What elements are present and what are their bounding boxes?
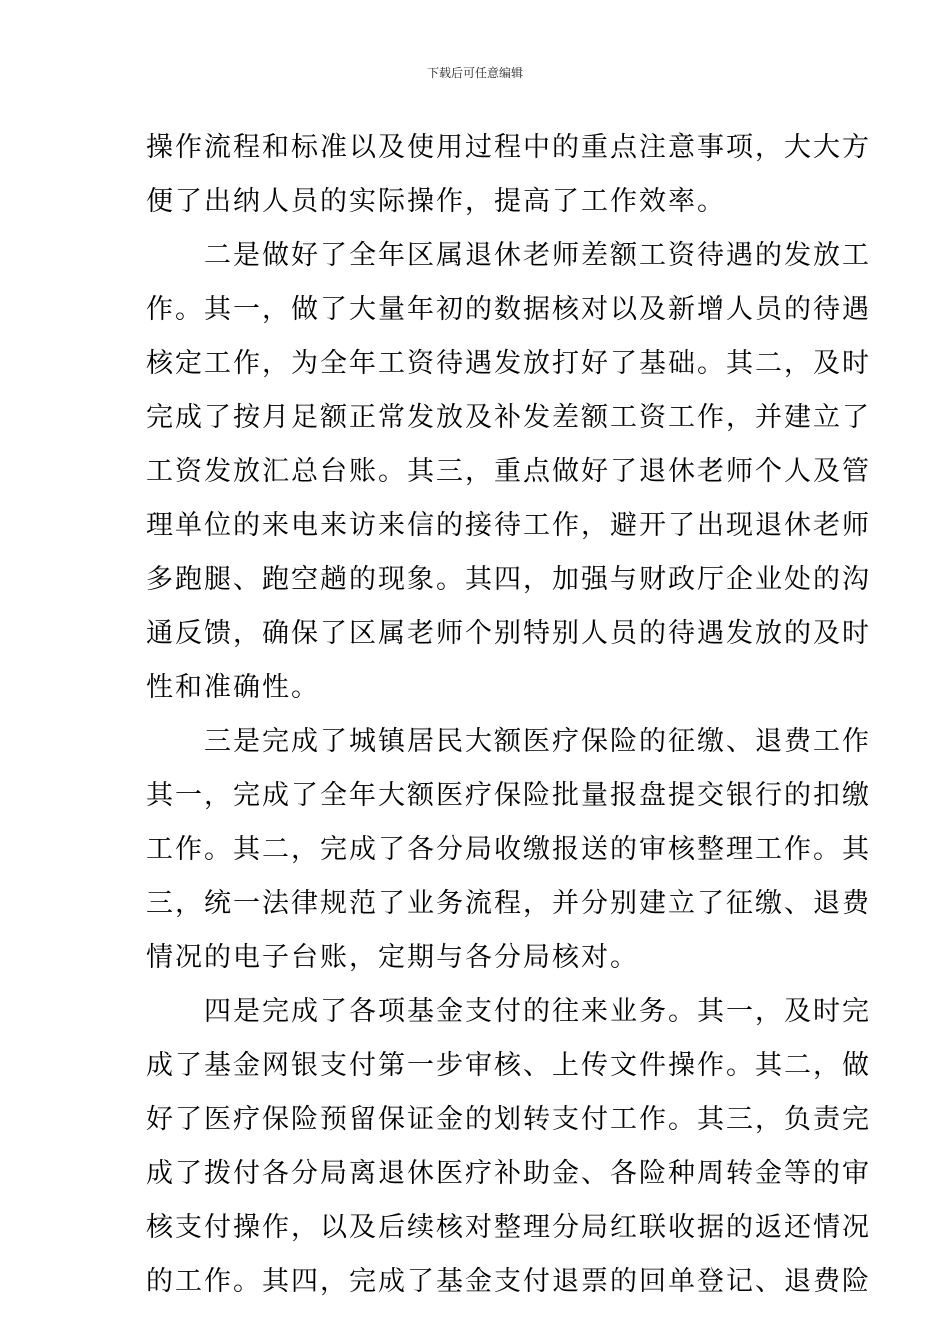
text-line: 工资发放汇总台账。其三，重点做好了退休老师个人及管	[146, 456, 871, 487]
text-line: 性和准确性。	[146, 672, 320, 703]
text-line: 多跑腿、跑空趟的现象。其四，加强与财政厅企业处的沟	[146, 564, 871, 595]
text-line: 理单位的来电来访来信的接待工作，避开了出现退休老师	[146, 510, 871, 541]
text-line: 三，统一法律规范了业务流程，并分别建立了征缴、退费	[146, 888, 871, 919]
text-line: 好了医疗保险预留保证金的划转支付工作。其三，负责完	[146, 1104, 871, 1135]
text-line: 其一，完成了全年大额医疗保险批量报盘提交银行的扣缴	[146, 780, 871, 811]
text-line: 三是完成了城镇居民大额医疗保险的征缴、退费工作	[146, 726, 871, 757]
text-line: 情况的电子台账，定期与各分局核对。	[146, 942, 639, 973]
text-line: 便了出纳人员的实际操作，提高了工作效率。	[146, 186, 726, 217]
text-line: 的工作。其四，完成了基金支付退票的回单登记、退费险	[146, 1266, 871, 1297]
body-text	[146, 121, 871, 1309]
text-line: 工作。其二，完成了各分局收缴报送的审核整理工作。其	[146, 834, 871, 865]
text-line: 完成了按月足额正常发放及补发差额工资工作，并建立了	[146, 402, 871, 433]
text-line: 二是做好了全年区属退休老师差额工资待遇的发放工	[146, 240, 871, 271]
text-line: 核定工作，为全年工资待遇发放打好了基础。其二，及时	[146, 348, 871, 379]
text-line: 成了基金网银支付第一步审核、上传文件操作。其二，做	[146, 1050, 871, 1081]
text-line: 四是完成了各项基金支付的往来业务。其一，及时完	[146, 996, 871, 1027]
text-line: 通反馈，确保了区属老师个别特别人员的待遇发放的及时	[146, 618, 871, 649]
text-line: 作。其一，做了大量年初的数据核对以及新增人员的待遇	[146, 294, 871, 325]
text-line: 成了拨付各分局离退休医疗补助金、各险种周转金等的审	[146, 1158, 871, 1189]
text-line: 操作流程和标准以及使用过程中的重点注意事项，大大方	[146, 132, 871, 163]
text-line: 核支付操作，以及后续核对整理分局红联收据的返还情况	[146, 1212, 871, 1243]
page-header: 下载后可任意编辑	[426, 66, 523, 80]
